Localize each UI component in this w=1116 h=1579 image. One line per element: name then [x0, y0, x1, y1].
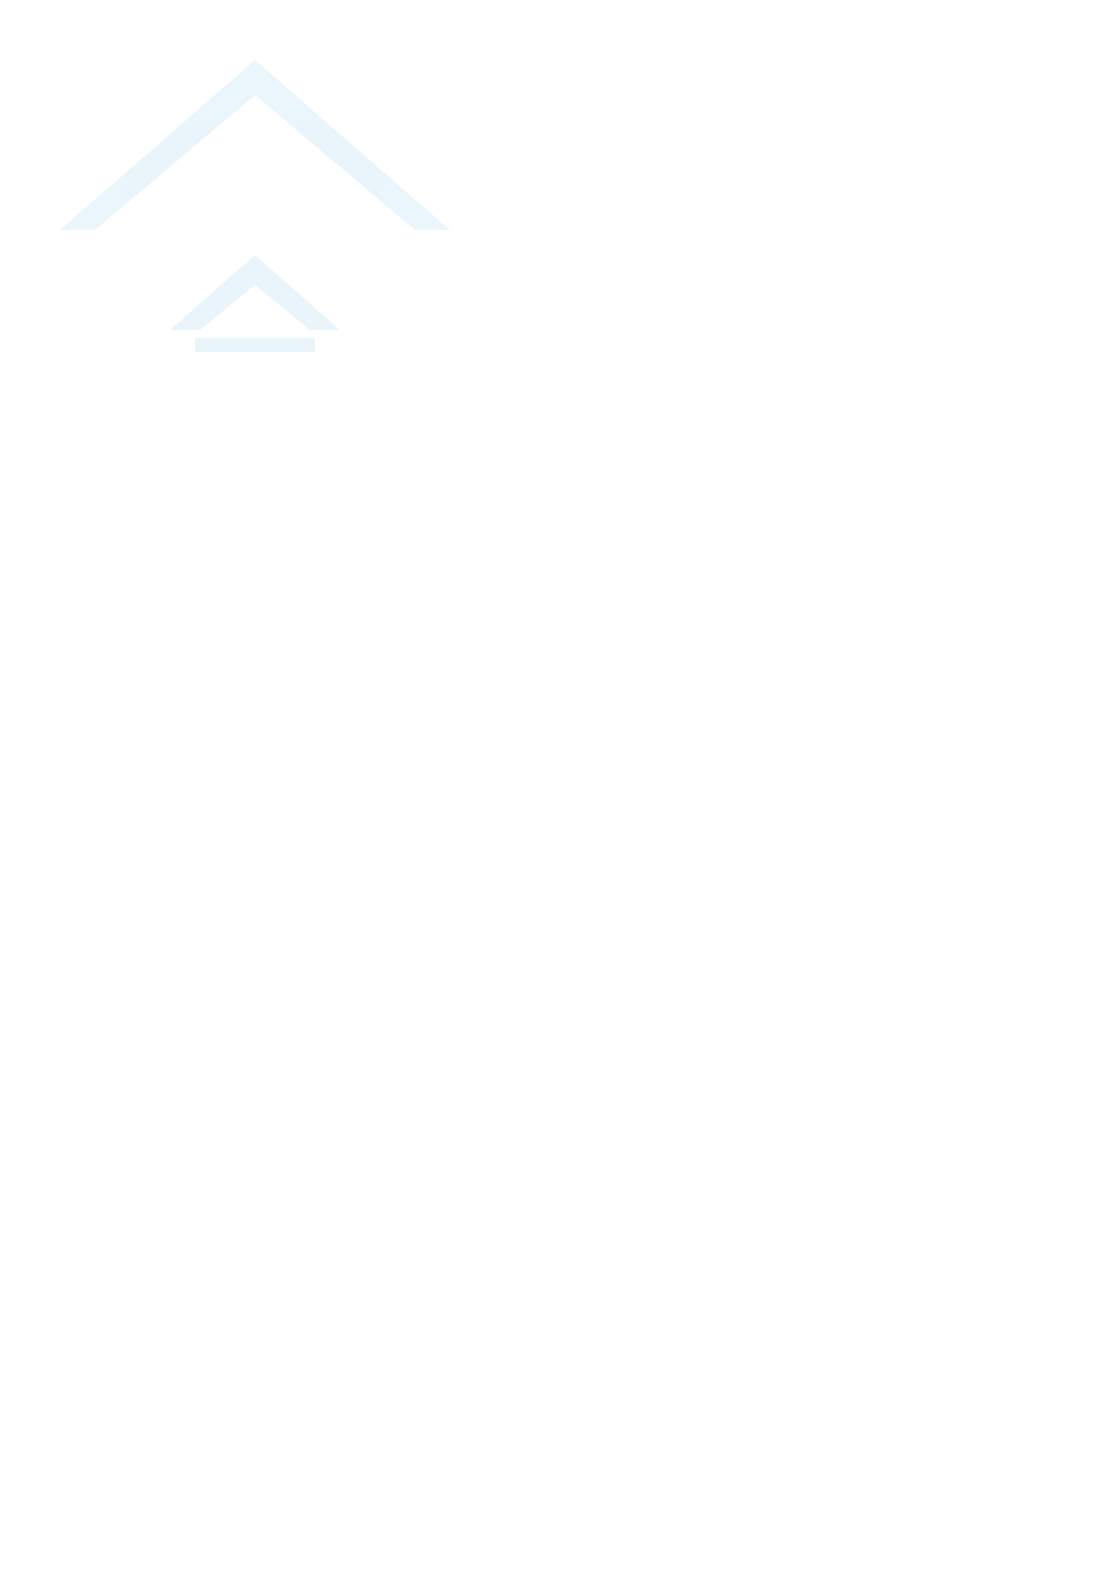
document-page	[0, 62, 1116, 110]
